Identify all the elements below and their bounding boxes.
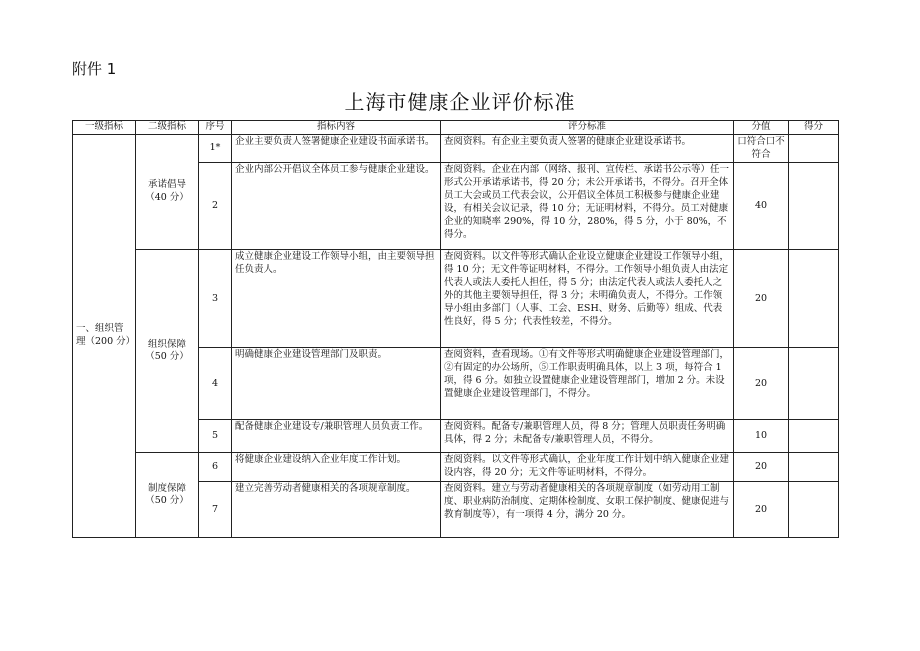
row-content: 企业主要负责人签署健康企业建设书面承诺书。	[232, 134, 441, 163]
row-criteria: 查阅资料。配备专/兼职管理人员，得 8 分；管理人员职责任务明确具体，得 2 分；未配备专/兼职管理人员，不得分。	[441, 420, 734, 453]
row-content: 明确健康企业建设管理部门及职责。	[232, 348, 441, 420]
level2-org-cell: 组织保障（50 分）	[136, 250, 199, 453]
header-score: 分值	[734, 121, 789, 135]
row-content: 将健康企业建设纳入企业年度工作计划。	[232, 453, 441, 482]
row-content: 成立健康企业建设工作领导小组，由主要领导担任负责人。	[232, 250, 441, 348]
level2-commit-cell: 承诺倡导（40 分）	[136, 134, 199, 250]
evaluation-table	[72, 120, 839, 538]
row-content: 配备健康企业建设专/兼职管理人员负责工作。	[232, 420, 441, 453]
row-no: 3	[199, 250, 232, 348]
header-level1: 一级指标	[73, 121, 136, 135]
row-criteria: 查阅资料。有企业主要负责人签署的健康企业建设承诺书。	[441, 134, 734, 163]
row-score: 口符合口不符合	[734, 134, 789, 163]
row-content: 企业内部公开倡议全体员工参与健康企业建设。	[232, 163, 441, 250]
header-criteria: 评分标准	[441, 121, 734, 135]
row-criteria: 查阅资料。建立与劳动者健康相关的各项规章制度（如劳动用工制度、职业病防治制度、定期体检制度、女职工保护制度、健康促进与教育制度等），有一项得 4 分，满分 20 分。	[441, 482, 734, 538]
row-got	[789, 348, 839, 420]
row-got	[789, 163, 839, 250]
row-got	[789, 134, 839, 163]
attachment-label: 附件 1	[72, 60, 117, 78]
row-no: 6	[199, 453, 232, 482]
row-got	[789, 453, 839, 482]
row-score: 20	[734, 482, 789, 538]
row-got	[789, 482, 839, 538]
document-title: 上海市健康企业评价标准	[344, 90, 576, 114]
row-no: 5	[199, 420, 232, 453]
row-score: 20	[734, 348, 789, 420]
header-got: 得分	[789, 121, 839, 135]
row-got	[789, 250, 839, 348]
row-criteria: 查阅资料。以文件等形式确认企业设立健康企业建设工作领导小组，得 10 分；无文件等证明材料，不得分。工作领导小组负责人由法定代表人或法人委托人担任，得 5 分；由法定代表人或法人委托人之外的其他主要领导担任，得 3 分；未明确负责人，不得分。工作领导小组由多部门（人事、工会、ESH、财务、后勤等）组成、代表性良好，得 5 分；代表性较差，不得分。	[441, 250, 734, 348]
table-row	[73, 134, 839, 163]
row-content: 建立完善劳动者健康相关的各项规章制度。	[232, 482, 441, 538]
header-content: 指标内容	[232, 121, 441, 135]
level1-cell: 一、组织管理（200 分）	[73, 134, 136, 538]
header-no: 序号	[199, 121, 232, 135]
row-criteria: 查阅资料。以文件等形式确认，企业年度工作计划中纳入健康企业建设内容，得 20 分；无文件等证明材料，不得分。	[441, 453, 734, 482]
row-score: 40	[734, 163, 789, 250]
table-header-row	[73, 121, 839, 135]
row-score: 10	[734, 420, 789, 453]
row-no: 1*	[199, 134, 232, 163]
row-criteria: 查阅资料，查看现场。①有文件等形式明确健康企业建设管理部门，②有固定的办公场所，⑤工作职责明确具体，以上 3 项，每符合 1 项，得 6 分。如独立设置健康企业建设管理部门，增加 2 分。未设置健康企业建设管理部门，不得分。	[441, 348, 734, 420]
row-no: 4	[199, 348, 232, 420]
table-row	[73, 453, 839, 482]
table-row	[73, 250, 839, 348]
header-level2: 二级指标	[136, 121, 199, 135]
row-no: 7	[199, 482, 232, 538]
row-no: 2	[199, 163, 232, 250]
row-criteria: 查阅资料。企业在内部（网络、报刊、宣传栏、承诺书公示等）任一形式公开承诺承诺书，得 20 分；未公开承诺书，不得分。召开全体员工大会或员工代表会议，公开倡议全体员工积极参与健康企业建设，有相关会议记录，得 10 分；无证明材料，不得分。员工对健康企业的知晓率 290%，得 10 分，280%，得 5 分，小于 80%，不得分。	[441, 163, 734, 250]
row-got	[789, 420, 839, 453]
level2-system-cell: 制度保障（50 分）	[136, 453, 199, 538]
row-score: 20	[734, 453, 789, 482]
row-score: 20	[734, 250, 789, 348]
